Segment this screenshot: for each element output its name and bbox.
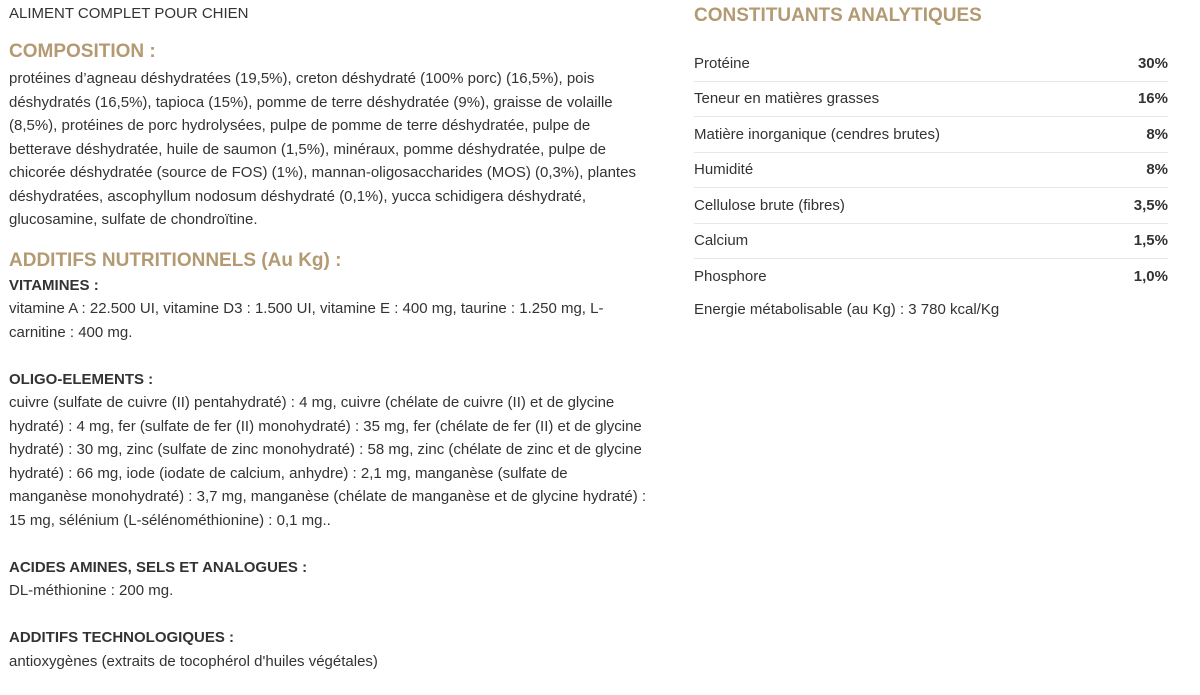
product-type: ALIMENT COMPLET POUR CHIEN — [9, 5, 249, 22]
composition-line: glucosamine, sulfate de chondroïtine. — [9, 211, 258, 228]
row-label: Protéine — [694, 54, 750, 72]
vitamines-line: carnitine : 400 mg. — [9, 323, 133, 341]
row-value: 8% — [1146, 125, 1168, 143]
constituants-heading: CONSTITUANTS ANALYTIQUES — [694, 5, 982, 26]
acides-text — [9, 579, 681, 603]
composition-line: chicorée déshydratée (source de FOS) (1%), mannan-oligosaccharides (MOS) (0,3%), plantes — [9, 164, 636, 181]
techno-line: antioxygènes (extraits de tocophérol d'huiles végétales) — [9, 652, 378, 670]
additifs-heading: ADDITIFS NUTRITIONNELS (Au Kg) : — [9, 249, 342, 271]
oligo-line: hydraté) : 4 mg, fer (sulfate de fer (II) monohydraté) : 35 mg, fer (chélate de fer (II) et de glycine — [9, 417, 642, 435]
row-value: 1,0% — [1133, 267, 1168, 285]
spacer — [9, 603, 681, 627]
acides-line: DL-méthionine : 200 mg. — [9, 582, 174, 599]
vitamines-line: vitamine A : 22.500 UI, vitamine D3 : 1.500 UI, vitamine E : 400 mg, taurine : 1.250 mg, L- — [9, 300, 604, 317]
spacer — [9, 532, 681, 556]
table-row — [694, 188, 1168, 224]
left-column — [9, 0, 681, 673]
row-value: 16% — [1137, 90, 1168, 108]
composition-heading: COMPOSITION : — [9, 41, 156, 62]
oligo-line: 15 mg, sélénium (L-sélénométhionine) : 0,1 mg.. — [9, 511, 331, 529]
vitamines-title: VITAMINES : — [9, 276, 99, 294]
techno-title: ADDITIFS TECHNOLOGIQUES : — [9, 629, 234, 646]
oligo-text — [9, 391, 681, 532]
oligo-line: cuivre (sulfate de cuivre (II) pentahydraté) : 4 mg, cuivre (chélate de cuivre (II) et de glycine — [9, 394, 615, 411]
table-row — [694, 259, 1168, 294]
composition-text — [9, 67, 681, 232]
oligo-title: OLIGO-ELEMENTS : — [9, 370, 154, 388]
row-label: Cellulose brute (fibres) — [694, 196, 845, 214]
oligo-line: manganèse monohydraté) : 3,7 mg, manganèse (chélate de manganèse et de glycine hydraté) : — [9, 488, 647, 505]
oligo-line: hydraté) : 66 mg, iode (iodate de calcium, anhydre) : 2,1 mg, manganèse (sulfate de — [9, 464, 568, 482]
acides-title: ACIDES AMINES, SELS ET ANALOGUES : — [9, 558, 308, 576]
table-row — [694, 153, 1168, 189]
techno-text — [9, 650, 681, 674]
table-row — [694, 224, 1168, 260]
spacer — [9, 344, 681, 368]
row-label: Calcium — [694, 232, 749, 250]
table-row — [694, 46, 1168, 82]
composition-line: déshydratées, ascophyllum nodosum déshydraté (0,1%), yucca schidigera déshydraté, — [9, 187, 586, 205]
composition-line: (8,5%), protéines de porc hydrolysées, pulpe de pomme de terre déshydratée, pulpe de — [9, 117, 591, 134]
table-row — [694, 82, 1168, 118]
row-label: Phosphore — [694, 267, 767, 285]
composition-line: déshydratés (16,5%), tapioca (15%), pomme de terre déshydratée (9%), graisse de volaille — [9, 93, 613, 111]
table-row — [694, 117, 1168, 153]
row-label: Humidité — [694, 161, 754, 179]
energy-value: Energie métabolisable (au Kg) : 3 780 kcal/Kg — [694, 300, 1000, 318]
constituants-table — [694, 46, 1168, 294]
row-label: Matière inorganique (cendres brutes) — [694, 125, 940, 143]
composition-line: betterave déshydratée, huile de saumon (1,5%), minéraux, pomme déshydratée, pulpe de — [9, 140, 607, 158]
row-value: 8% — [1146, 161, 1168, 179]
right-column — [694, 0, 1168, 320]
row-value: 1,5% — [1133, 232, 1168, 250]
composition-line: protéines d’agneau déshydratées (19,5%), creton déshydraté (100% porc) (16,5%), pois — [9, 70, 595, 87]
row-value: 30% — [1137, 54, 1168, 72]
row-label: Teneur en matières grasses — [694, 90, 880, 108]
vitamines-text — [9, 297, 681, 344]
oligo-line: hydraté) : 30 mg, zinc (sulfate de zinc monohydraté) : 58 mg, zinc (chélate de zinc et de glycine — [9, 441, 642, 458]
row-value: 3,5% — [1133, 196, 1168, 214]
